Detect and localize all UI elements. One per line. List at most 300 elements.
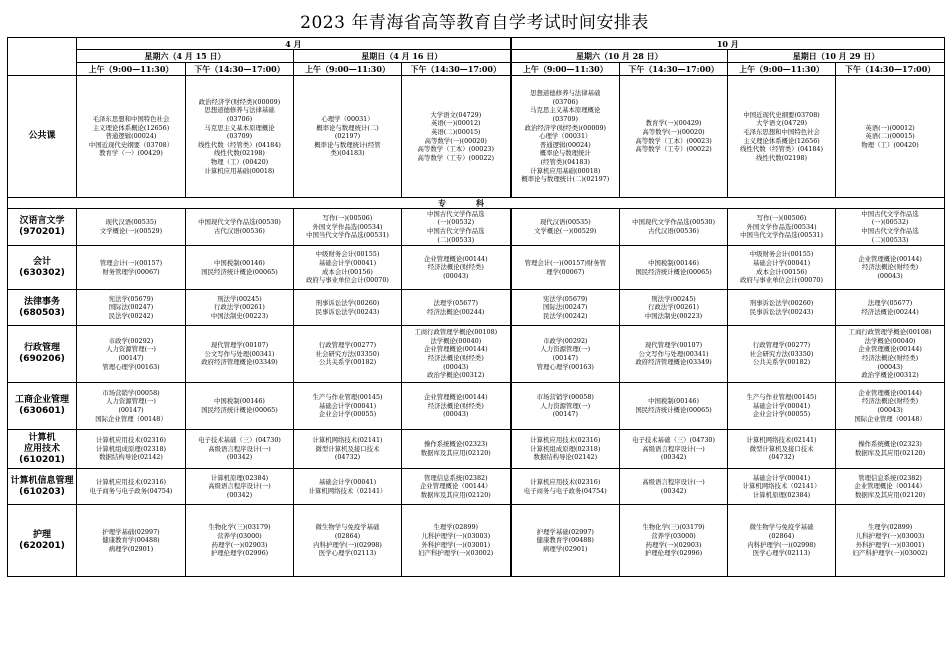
course-line: (00043) (443, 271, 469, 280)
course-line: 思想道德修养与法律基础 (530, 89, 601, 98)
course-line: 管理心理学(00163) (536, 362, 594, 371)
course-line: 物理（工）(00420) (210, 157, 269, 166)
schedule-cell (402, 76, 511, 198)
course-line: 行政法学(00261) (648, 303, 699, 312)
course-line: 市场营销学(00058) (536, 393, 594, 402)
course-line: 普通逻辑(00024) (105, 132, 157, 141)
course-line: 人力资源管理(一) (540, 401, 591, 410)
schedule-cell (728, 326, 836, 383)
course-line: 企业会计学(00055) (318, 410, 377, 419)
row-label (8, 430, 77, 469)
course-line: 营养学(03000) (217, 531, 262, 540)
schedule-cell (294, 469, 402, 505)
course-line: 国民经济统计概论(00065) (635, 267, 712, 276)
course-line: (00147) (552, 410, 578, 419)
course-line: 企业会计学(00055) (752, 410, 811, 419)
row-label-line: (630601) (19, 406, 65, 416)
schedule-cell (620, 209, 728, 246)
schedule-cell (511, 383, 620, 430)
row-label-line: (610201) (19, 454, 65, 465)
course-line: 政府与事业单位会计(00070) (306, 276, 389, 285)
course-line: 医学心理学(02113) (318, 549, 377, 558)
schedule-cell (620, 290, 728, 326)
course-line: 管理会计(一)(00157) (99, 258, 163, 267)
course-line: 公文写作与处理(00341) (204, 349, 275, 358)
course-line: 写作(一)(00506) (322, 214, 373, 223)
period-header: 上午（9:00—11:30） (728, 63, 836, 76)
schedule-cell (402, 383, 511, 430)
course-line: 市场营销学(00058) (102, 388, 160, 397)
course-line: 计算机应用基础(00018) (204, 166, 275, 175)
course-line: 数据库及其应用(02120) (855, 449, 926, 457)
course-line: 刑法学(00245) (217, 294, 262, 303)
row-label-line: (690206) (19, 354, 65, 364)
course-line: 类)(04183) (330, 149, 365, 158)
course-line: 计算机应用基础(00018) (530, 166, 601, 175)
course-line: 生物化学(三)(03179) (642, 523, 705, 532)
course-line: 中国现代文学作品选(00530) (632, 218, 715, 227)
course-line: 国民经济统计概论(00065) (635, 406, 712, 414)
course-line: 法理学(05677) (433, 298, 479, 307)
course-line: 理学(00067) (546, 267, 585, 276)
period-header: 下午（14:30—17:00） (402, 63, 511, 76)
course-line: (02197) (334, 132, 361, 141)
course-line: (00147) (118, 406, 144, 414)
schedule-cell (294, 383, 402, 430)
course-line: (00043) (443, 362, 469, 371)
course-line: 病理学(02901) (108, 544, 154, 553)
course-line: 经济法概论(财经类) (862, 263, 919, 272)
course-line: (00342) (226, 490, 253, 499)
course-line: 高等数学（工本）(00023) (417, 145, 494, 154)
course-line: 基础会计学(00041) (752, 258, 811, 267)
day-header: 星期日（4 月 16 日） (294, 50, 511, 63)
schedule-cell (77, 76, 186, 198)
schedule-cell (511, 246, 620, 290)
course-line: 公共关系学(00182) (318, 358, 377, 367)
course-line: 政治学概论(00312) (427, 371, 485, 380)
course-line: 管理信息系统(02382) (858, 473, 922, 482)
schedule-cell (77, 246, 186, 290)
course-line: 中国当代文学作品选(00531) (740, 231, 823, 240)
row-label (8, 326, 77, 383)
course-line: 线性代数（经管类）(04184) (740, 145, 823, 154)
course-line: 数据结构导论(02142) (533, 453, 598, 462)
course-line: 财务管理学(00067) (102, 267, 160, 276)
course-line: 现代汉语(00535) (105, 218, 157, 227)
schedule-cell (836, 290, 945, 326)
course-line: 儿科护理学(一)(03003) (855, 531, 925, 540)
course-line: 高等数学（工本）(00023) (635, 136, 712, 145)
schedule-cell (186, 505, 294, 577)
course-line: 中级财务会计(00155) (749, 250, 814, 259)
row-label-line: 计算机信息管理 (10, 475, 74, 486)
schedule-cell (186, 383, 294, 430)
row-label-line: 工商企业管理 (14, 395, 69, 405)
schedule-cell (728, 430, 836, 469)
course-line: 经济法概论(财经类) (862, 354, 919, 362)
course-line: 中国当代文学作品选(00531) (306, 231, 389, 240)
course-line: 内科护理学(一)(02998) (747, 540, 816, 549)
course-line: 法学概论(00040) (430, 336, 482, 345)
schedule-cell (728, 290, 836, 326)
course-line: 外科护理学(一)(03001) (855, 540, 925, 549)
course-line: (00043) (877, 271, 903, 280)
section-separator-row (8, 198, 945, 209)
schedule-cell (728, 383, 836, 430)
row-label (8, 505, 77, 577)
course-line: 中国税制(00146) (648, 397, 699, 406)
course-line: 中国近现代史纲要(03708) (743, 110, 820, 119)
course-line: (00043) (443, 410, 469, 419)
course-line: 微生物学与免疫学基础 (749, 523, 814, 532)
table-row (8, 76, 945, 198)
corner-cell (8, 38, 77, 76)
course-line: 企业管理概论(00144) (858, 254, 922, 263)
course-line: 线性代数(02198) (756, 153, 807, 162)
course-line: 中国近现代史纲要（03708） (88, 140, 174, 149)
period-header: 下午（14:30—17:00） (836, 63, 945, 76)
course-line: 心理学（00031） (539, 132, 592, 141)
course-line: 主义理论体系概论(12656) (743, 136, 820, 145)
course-line: 英语(二)(00015) (431, 127, 481, 136)
course-line: 经济法概论(财经类) (427, 354, 484, 362)
schedule-cell (836, 430, 945, 469)
table-row (8, 430, 945, 469)
row-label-line: 行政管理 (23, 343, 60, 353)
course-line: 外国文学作品选(00534) (746, 222, 817, 231)
schedule-cell (294, 76, 402, 198)
schedule-cell (294, 290, 402, 326)
course-line: 企业管理概论(00144) (423, 393, 488, 402)
course-line: 宪法学(05679) (543, 294, 588, 303)
course-line: 管理心理学(00163) (102, 362, 160, 371)
course-line: 普通逻辑(00024) (539, 140, 591, 149)
course-line: 基础会计学(00041) (752, 401, 811, 410)
course-line: 民事诉讼法学(00243) (315, 307, 380, 316)
schedule-cell (77, 430, 186, 469)
course-line: 线性代数（经管类）(04184) (198, 140, 281, 149)
course-line: (二)(00533) (871, 235, 909, 244)
course-line: 中国古代文学作品选 (861, 227, 919, 235)
course-line: 经济法概论(财经类) (427, 263, 484, 272)
course-line: 现代管理学(00107) (210, 341, 269, 350)
course-line: 中国法制史(00223) (644, 311, 703, 320)
course-line: 数据库及其应用(02120) (855, 490, 926, 499)
schedule-cell (77, 290, 186, 326)
course-line: 人力资源管理(一) (540, 345, 591, 354)
schedule-cell (728, 469, 836, 505)
course-line: 政府经济管理概论(03349) (201, 358, 278, 367)
course-line: 计算机应用技术(02316) (530, 436, 601, 445)
row-label-line: (630302) (19, 267, 65, 278)
course-line: 工商行政管理学概论(00108) (848, 328, 932, 337)
schedule-cell (77, 469, 186, 505)
table-row (8, 290, 945, 326)
schedule-cell (728, 76, 836, 198)
schedule-cell (402, 326, 511, 383)
section-separator: 专科 (8, 198, 945, 209)
course-line: 妇产科护理学(一)(03002) (852, 549, 928, 558)
course-line: 民法学(00242) (108, 311, 154, 320)
month-header: 4 月 (77, 38, 511, 50)
schedule-cell (728, 505, 836, 577)
schedule-cell (294, 505, 402, 577)
schedule-cell (77, 383, 186, 430)
course-line: 法学概论(00040) (864, 336, 916, 345)
course-line: (00043) (877, 406, 903, 414)
course-line: 计算机组成原理(02318) (95, 444, 167, 453)
row-label-line: (610203) (19, 486, 65, 497)
row-label-line: 应用技术 (23, 443, 60, 454)
course-line: (03706) (552, 97, 578, 106)
course-line: 内科护理学(一)(02998) (313, 540, 382, 549)
row-label-line: (970201) (19, 227, 65, 237)
course-line: 中国古代文学作品选 (861, 209, 919, 218)
course-line: (00342) (226, 453, 253, 462)
course-line: (03709) (552, 115, 578, 124)
course-line: 基础会计学(00041) (318, 401, 377, 410)
schedule-cell (402, 209, 511, 246)
course-line: 教育学(一)(00429) (645, 119, 702, 128)
course-line: 政治学概论(00312) (861, 371, 919, 380)
schedule-cell (511, 469, 620, 505)
course-line: (一)(00532) (437, 218, 475, 227)
course-line: 概率论与数理统计 (539, 149, 591, 158)
course-line: 数据库及其应用(02120) (420, 449, 491, 457)
course-line: 国际企业管理（00148） (95, 414, 167, 423)
course-line: 行政管理学(00277) (318, 341, 377, 350)
course-line: 刑法学(00245) (651, 294, 696, 303)
schedule-cell (511, 430, 620, 469)
schedule-cell (620, 76, 728, 198)
course-line: (00342) (660, 453, 687, 462)
course-line: 政治经济学(财经类)(00009) (198, 97, 281, 106)
row-label-line: (680503) (19, 307, 65, 318)
course-line: 古代汉语(00536) (214, 227, 265, 235)
schedule-cell (620, 469, 728, 505)
schedule-cell (294, 430, 402, 469)
course-line: 计算机网络技术（02141） (742, 482, 821, 491)
course-line: 英语(一)(00012) (431, 119, 481, 128)
course-line: 刑事诉讼法学(00260) (749, 298, 814, 307)
course-line: 公共关系学(00182) (752, 358, 811, 367)
schedule-cell (294, 209, 402, 246)
row-label-line: 会计 (32, 256, 51, 267)
course-line: 国际企业管理（00148） (854, 414, 926, 423)
course-line: 高等数学(一)(00020) (642, 127, 705, 136)
course-line: 古代汉语(00536) (648, 227, 699, 235)
course-line: 微型计算机及接口技术 (315, 444, 380, 453)
course-line: (一)(00532) (871, 218, 909, 227)
course-line: 刑事诉讼法学(00260) (315, 298, 380, 307)
course-line: 中国税制(00146) (214, 258, 265, 267)
course-line: 行政法学(00261) (214, 303, 265, 312)
course-line: 基础会计学(00041) (318, 258, 377, 267)
course-line: 市政学(00292) (543, 336, 588, 345)
course-line: 民事诉讼法学(00243) (749, 307, 814, 316)
day-header: 星期六（4 月 15 日） (77, 50, 294, 63)
course-line: 国民经济统计概论(00065) (201, 267, 278, 276)
schedule-cell (620, 246, 728, 290)
course-line: (二)(00533) (437, 235, 475, 244)
course-line: 英语(二)(00015) (865, 132, 915, 141)
course-line: 健康教育学(00488) (102, 536, 160, 545)
table-row (8, 209, 945, 246)
course-line: 儿科护理学(一)(03003) (421, 531, 491, 540)
course-line: 计算机应用技术(02316) (95, 477, 167, 486)
course-line: (04732) (768, 453, 795, 462)
course-line: 工商行政管理学概论(00108) (414, 328, 498, 337)
schedule-cell (836, 76, 945, 198)
course-line: 中国古代文学作品选 (427, 227, 485, 235)
course-line: 文学概论(一)(00529) (99, 227, 163, 235)
row-label-line: 计算机 (28, 432, 56, 443)
course-line: 计算机应用技术(02316) (530, 477, 601, 486)
course-line: 计算机原理(02384) (752, 490, 811, 499)
course-line: 计算机组成原理(02318) (530, 444, 601, 453)
course-line: 公文写作与处理(00341) (638, 349, 709, 358)
schedule-cell (402, 505, 511, 577)
course-line: 成本会计(00156) (322, 267, 373, 276)
course-line: 护理伦理学(02996) (210, 549, 269, 558)
course-line: 中国税制(00146) (648, 258, 699, 267)
course-line: 企业管理概论(00144) (423, 254, 488, 263)
schedule-cell (186, 76, 294, 198)
schedule-cell (511, 76, 620, 198)
course-line: (03706) (226, 115, 253, 124)
course-line: 计算机网络技术（02141） (308, 486, 387, 495)
course-line: 高级语言程序设计(一) (642, 444, 705, 453)
schedule-cell (836, 326, 945, 383)
schedule-cell (294, 326, 402, 383)
course-line: 经济法概论(00244) (427, 307, 485, 316)
row-label-line: 公共课 (28, 131, 56, 141)
schedule-cell (836, 469, 945, 505)
course-line: (00342) (660, 486, 687, 495)
course-line: 高级语言程序设计(一) (208, 444, 271, 453)
row-label-line: 法律事务 (23, 296, 60, 307)
course-line: 高级语言程序设计(一) (642, 477, 705, 486)
course-line: 人力资源管理(一) (106, 397, 156, 406)
course-line: 基础会计学(00041) (318, 477, 377, 486)
schedule-cell (620, 430, 728, 469)
course-line: 外科护理学(一)(03001) (421, 540, 491, 549)
course-line: 政府经济管理概论(03349) (635, 358, 712, 367)
course-line: 概率论与数理统计(二)(02197) (521, 175, 610, 184)
schedule-cell (836, 383, 945, 430)
course-line: 教育学（一）(00429) (99, 149, 163, 158)
course-line: 线性代数(02198) (214, 149, 265, 158)
table-row (8, 469, 945, 505)
course-line: 写作(一)(00506) (756, 214, 807, 223)
course-line: 现代汉语(00535) (539, 218, 591, 227)
course-line: 电子商务与电子政务(04754) (523, 486, 607, 495)
course-line: 文学概论(一)(00529) (534, 227, 597, 235)
course-line: 物理（工）(00420) (861, 140, 919, 149)
row-label-line: 护理 (32, 529, 51, 540)
course-line: 国际法(00247) (543, 303, 588, 312)
course-line: 病理学(02901) (543, 544, 588, 553)
course-line: 企业管理概论(00144) (858, 345, 922, 354)
course-line: 法理学(05677) (867, 298, 913, 307)
schedule-cell (402, 290, 511, 326)
course-line: 护理伦理学(02996) (644, 549, 703, 558)
course-line: 操作系统概论(02323) (858, 440, 922, 449)
schedule-cell (294, 246, 402, 290)
course-line: (03709) (226, 132, 253, 141)
course-line: 中国法制史(00223) (210, 311, 269, 320)
course-line: 思想道德修养与法律基础 (204, 106, 275, 115)
table-row (8, 326, 945, 383)
schedule-cell (77, 209, 186, 246)
schedule-cell (186, 290, 294, 326)
course-line: 人力资源管理(一) (106, 345, 156, 354)
schedule-cell (836, 246, 945, 290)
course-line: 毛泽东思想和中国特色社会 (92, 115, 170, 124)
course-line: 主义理论体系概论(12656) (92, 123, 170, 132)
table-row (8, 246, 945, 290)
period-header: 上午（9:00—11:30） (294, 63, 402, 76)
course-line: 高等数学（工专）(00022) (417, 153, 494, 162)
schedule-cell (620, 383, 728, 430)
course-line: 大学语文(04729) (756, 119, 807, 128)
day-header: 星期六（10 月 28 日） (511, 50, 728, 63)
course-line: 马克思主义基本原理概论 (530, 106, 601, 115)
course-line: 宪法学(05679) (108, 294, 154, 303)
period-header: 上午（9:00—11:30） (511, 63, 620, 76)
schedule-cell (402, 246, 511, 290)
course-line: 市政学(00292) (108, 336, 154, 345)
course-line: 计算机网络技术(02141) (312, 436, 383, 445)
course-line: (04732) (334, 453, 361, 462)
course-line: 微型计算机及接口技术 (749, 444, 814, 453)
schedule-cell (511, 290, 620, 326)
course-line: 生产与作业管理(00145) (312, 393, 383, 402)
period-header: 下午（14:30—17:00） (620, 63, 728, 76)
row-label (8, 469, 77, 505)
row-label (8, 383, 77, 430)
row-label (8, 290, 77, 326)
schedule-cell (186, 246, 294, 290)
course-line: 数据库及其应用(02120) (420, 490, 491, 499)
course-line: 大学语文(04729) (430, 110, 482, 119)
course-line: 毛泽东思想和中国特色社会 (743, 127, 820, 136)
course-line: 电子技术基础（三）(04730) (198, 436, 281, 445)
course-line: 企业管理概论（00144） (420, 482, 492, 491)
schedule-cell (77, 326, 186, 383)
course-line: 高等数学（工专）(00022) (635, 145, 712, 154)
schedule-cell (186, 326, 294, 383)
course-line: 计算机应用技术(02316) (95, 436, 167, 445)
course-line: 中国古代文学作品选 (427, 209, 485, 218)
course-line: 经济法概论(财经类) (427, 401, 484, 410)
course-line: 政治经济学(财经类)(00009) (524, 123, 607, 132)
course-line: 政府与事业单位会计(00070) (740, 276, 823, 285)
schedule-cell (511, 505, 620, 577)
course-line: 社会研究方法(03350) (315, 349, 380, 358)
table-row (8, 383, 945, 430)
course-line: 护理学基础(02997) (102, 527, 160, 536)
course-line: 民法学(00242) (543, 311, 588, 320)
schedule-cell (620, 505, 728, 577)
course-line: 生理学(02899) (433, 523, 479, 532)
course-line: 营养学(03000) (651, 531, 696, 540)
table-row (8, 505, 945, 577)
course-line: 护理学基础(02997) (536, 527, 594, 536)
course-line: 外国文学作品选(00534) (312, 222, 383, 231)
schedule-cell (77, 505, 186, 577)
